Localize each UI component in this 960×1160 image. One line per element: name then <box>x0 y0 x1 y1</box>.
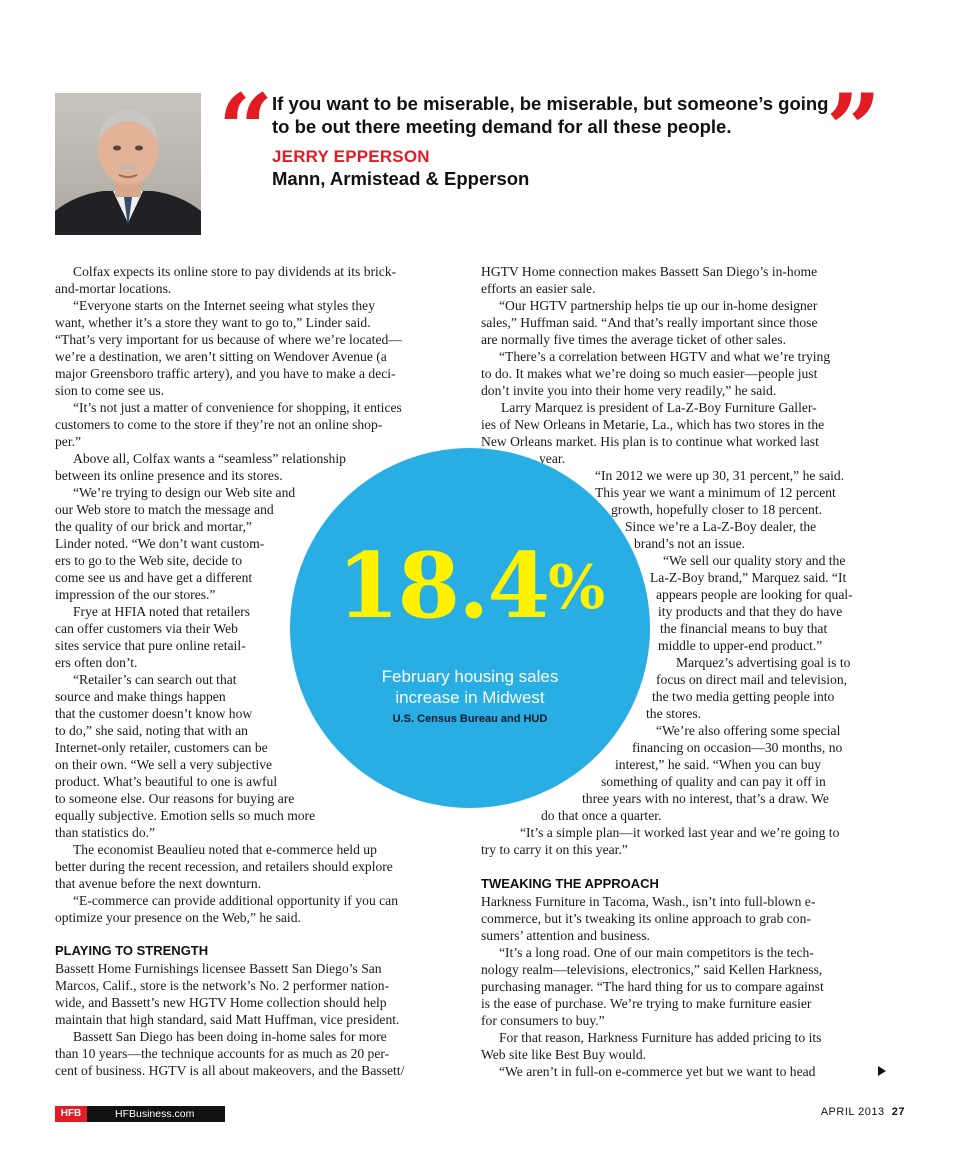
footer-bar <box>55 1106 225 1122</box>
body-line: The economist Beaulieu noted that e-commerce held up <box>73 842 377 857</box>
body-line: between its online presence and its stores. <box>55 468 283 483</box>
body-line: “In 2012 we were up 30, 31 percent,” he said. <box>595 468 845 483</box>
body-line: sales,” Huffman said. “And that’s really important since those <box>481 315 818 330</box>
stat-value-group <box>290 533 650 639</box>
body-line: we’re a destination, we aren’t sitting on Wendover Avenue (a <box>55 349 387 364</box>
body-line: growth, hopefully closer to 18 percent. <box>611 502 823 517</box>
page-number: 27 <box>891 1106 905 1118</box>
body-line: come see us and have get a different <box>55 570 253 585</box>
body-line: major Greensboro traffic artery), and you have to make a deci- <box>55 366 396 381</box>
body-line: and-mortar locations. <box>55 281 172 296</box>
body-line: Marquez’s advertising goal is to <box>676 655 851 670</box>
body-line: Since we’re a La-Z-Boy dealer, the <box>625 519 817 534</box>
pull-quote-name: JERRY EPPERSON <box>272 147 430 166</box>
body-line: This year we want a minimum of 12 percent <box>595 485 836 500</box>
body-line: “Our HGTV partnership helps tie up our in-home designer <box>499 298 818 313</box>
body-line: Above all, Colfax wants a “seamless” relationship <box>73 451 346 466</box>
body-line: For that reason, Harkness Furniture has added pricing to its <box>499 1030 822 1045</box>
body-line: ers to go to the Web site, decide to <box>55 553 243 568</box>
pull-quote-organization: Mann, Armistead & Epperson <box>272 168 530 189</box>
body-line: the financial means to buy that <box>660 621 828 636</box>
body-line: “Everyone starts on the Internet seeing what styles they <box>73 298 375 313</box>
body-line: Internet-only retailer, customers can be <box>55 740 268 755</box>
body-line: “E-commerce can provide additional opportunity if you can <box>73 893 399 908</box>
body-line: “It’s a simple plan—it worked last year and we’re going to <box>520 825 840 840</box>
author-photo <box>55 93 201 235</box>
continue-arrow-icon <box>878 1066 886 1076</box>
body-line: New Orleans market. His plan is to continue what worked last <box>481 434 819 449</box>
body-line: Marcos, Calif., store is the network’s No. 2 performer nation- <box>55 978 390 993</box>
body-line: can offer customers via their Web <box>55 621 238 636</box>
body-line: three years with no interest, that’s a draw. We <box>582 791 829 806</box>
body-line: Linder noted. “We don’t want custom- <box>55 536 265 551</box>
body-line: efforts an easier sale. <box>481 281 596 296</box>
body-line: ity products and that they do have <box>658 604 843 619</box>
body-line: cent of business. HGTV is all about makeovers, and the Bassett/ <box>55 1063 405 1078</box>
close-quote-mark: ” <box>826 73 882 186</box>
body-line: don’t invite you into their home very readily,” he said. <box>481 383 777 398</box>
body-line: Colfax expects its online store to pay dividends at its brick- <box>73 264 397 279</box>
body-line: the quality of our brick and mortar,” <box>55 519 252 534</box>
body-line: the stores. <box>646 706 702 721</box>
stat-source: U.S. Census Bureau and HUD <box>392 713 548 725</box>
body-line: per.” <box>55 434 82 449</box>
body-line: on their own. “We sell a very subjective <box>55 757 273 772</box>
body-line: purchasing manager. “The hard thing for us to compare against <box>481 979 824 994</box>
stat-callout-circle <box>290 448 650 808</box>
section-heading: TWEAKING THE APPROACH <box>481 876 659 891</box>
body-line: interest,” he said. “When you can buy <box>615 757 822 772</box>
body-line: something of quality and can pay it off in <box>601 774 826 789</box>
body-line: than 10 years—the technique accounts for as much as 20 per- <box>55 1046 390 1061</box>
stat-value: 18.4 <box>336 533 549 639</box>
body-line: to someone else. Our reasons for buying are <box>55 791 295 806</box>
body-line: Bassett Home Furnishings licensee Bassett San Diego’s San <box>55 961 382 976</box>
body-line: our Web store to match the message and <box>55 502 274 517</box>
body-line: maintain that high standard, said Matt Huffman, vice president. <box>55 1012 400 1027</box>
body-line: Frye at HFIA noted that retailers <box>73 604 251 619</box>
body-line: ers often don’t. <box>55 655 138 670</box>
body-line: ies of New Orleans in Metarie, La., which has two stores in the <box>481 417 825 432</box>
stat-description: increase in Midwest <box>395 688 545 707</box>
body-line: optimize your presence on the Web,” he said. <box>55 910 301 925</box>
body-line: wide, and Bassett’s new HGTV Home collection should help <box>55 995 387 1010</box>
footer-date: APRIL 2013 <box>820 1106 885 1118</box>
body-line: product. What’s beautiful to one is awful <box>55 774 278 789</box>
body-line: that avenue before the next downturn. <box>55 876 262 891</box>
body-line: impression of the our stores.” <box>55 587 216 602</box>
open-quote-mark: “ <box>218 73 274 186</box>
body-line: to do,” she said, noting that with an <box>55 723 248 738</box>
footer-site-link[interactable]: HFBusiness.com <box>115 1108 195 1120</box>
body-line: is the ease of purchase. We’re trying to make furniture easier <box>481 996 812 1011</box>
body-line: commerce, but it’s tweaking its online approach to grab con- <box>481 911 811 926</box>
body-line: Larry Marquez is president of La-Z-Boy Furniture Galler- <box>501 400 817 415</box>
body-line: do that once a quarter. <box>541 808 662 823</box>
stat-description: February housing sales <box>381 667 559 686</box>
body-line: middle to upper-end product.” <box>658 638 823 653</box>
body-line: “That’s very important for us because of where we’re located— <box>55 332 402 347</box>
body-line: Bassett San Diego has been doing in-home sales for more <box>73 1029 387 1044</box>
body-line: than statistics do.” <box>55 825 156 840</box>
body-line: “We’re trying to design our Web site and <box>73 485 296 500</box>
body-line: sion to come see us. <box>55 383 165 398</box>
body-line: are normally five times the average ticket of other sales. <box>481 332 786 347</box>
body-line: for consumers to buy.” <box>481 1013 605 1028</box>
section-heading: PLAYING TO STRENGTH <box>55 943 209 958</box>
body-line: La-Z-Boy brand,” Marquez said. “It <box>650 570 847 585</box>
body-line: the two media getting people into <box>652 689 835 704</box>
body-line: want, whether it’s a store they want to go to,” Linder said. <box>55 315 371 330</box>
body-line: that the customer doesn’t know how <box>55 706 253 721</box>
body-line: equally subjective. Emotion sells so much more <box>55 808 316 823</box>
body-line: brand’s not an issue. <box>634 536 745 551</box>
stat-unit: % <box>548 553 604 623</box>
body-line: “Retailer’s can search out that <box>73 672 237 687</box>
pull-quote-text: If you want to be miserable, be miserable, but someone’s going to be out there meeting demand for all these people. <box>272 93 829 137</box>
body-line: Harkness Furniture in Tacoma, Wash., isn’t into full-blown e- <box>481 894 816 909</box>
body-line: financing on occasion—30 months, no <box>632 740 843 755</box>
body-line: source and make things happen <box>55 689 226 704</box>
body-line: to do. It makes what we’re doing so much easier—people just <box>481 366 818 381</box>
body-line: better during the recent recession, and retailers should explore <box>55 859 393 874</box>
body-line: “It’s not just a matter of convenience for shopping, it entices <box>73 400 402 415</box>
body-line: “There’s a correlation between HGTV and what we’re trying <box>499 349 831 364</box>
body-line: “We sell our quality story and the <box>663 553 846 568</box>
body-line: appears people are looking for qual- <box>656 587 853 602</box>
footer-issue-info <box>821 1106 905 1118</box>
body-line: nology realm—televisions, electronics,” said Kellen Harkness, <box>481 962 823 977</box>
body-line: “We’re also offering some special <box>656 723 841 738</box>
body-line: year. <box>539 451 566 466</box>
body-line: HGTV Home connection makes Bassett San Diego’s in-home <box>481 264 818 279</box>
body-line: “It’s a long road. One of our main competitors is the tech- <box>499 945 814 960</box>
body-line: customers to come to the store if they’re not an online shop- <box>55 417 383 432</box>
body-line: Web site like Best Buy would. <box>481 1047 647 1062</box>
footer-brand-logo: HFB <box>55 1106 87 1122</box>
body-line: sites service that pure online retail- <box>55 638 246 653</box>
body-line: try to carry it on this year.” <box>481 842 628 857</box>
body-line: “We aren’t in full-on e-commerce yet but we want to head <box>499 1064 816 1079</box>
body-line: focus on direct mail and television, <box>656 672 848 687</box>
body-line: sumers’ attention and business. <box>481 928 650 943</box>
